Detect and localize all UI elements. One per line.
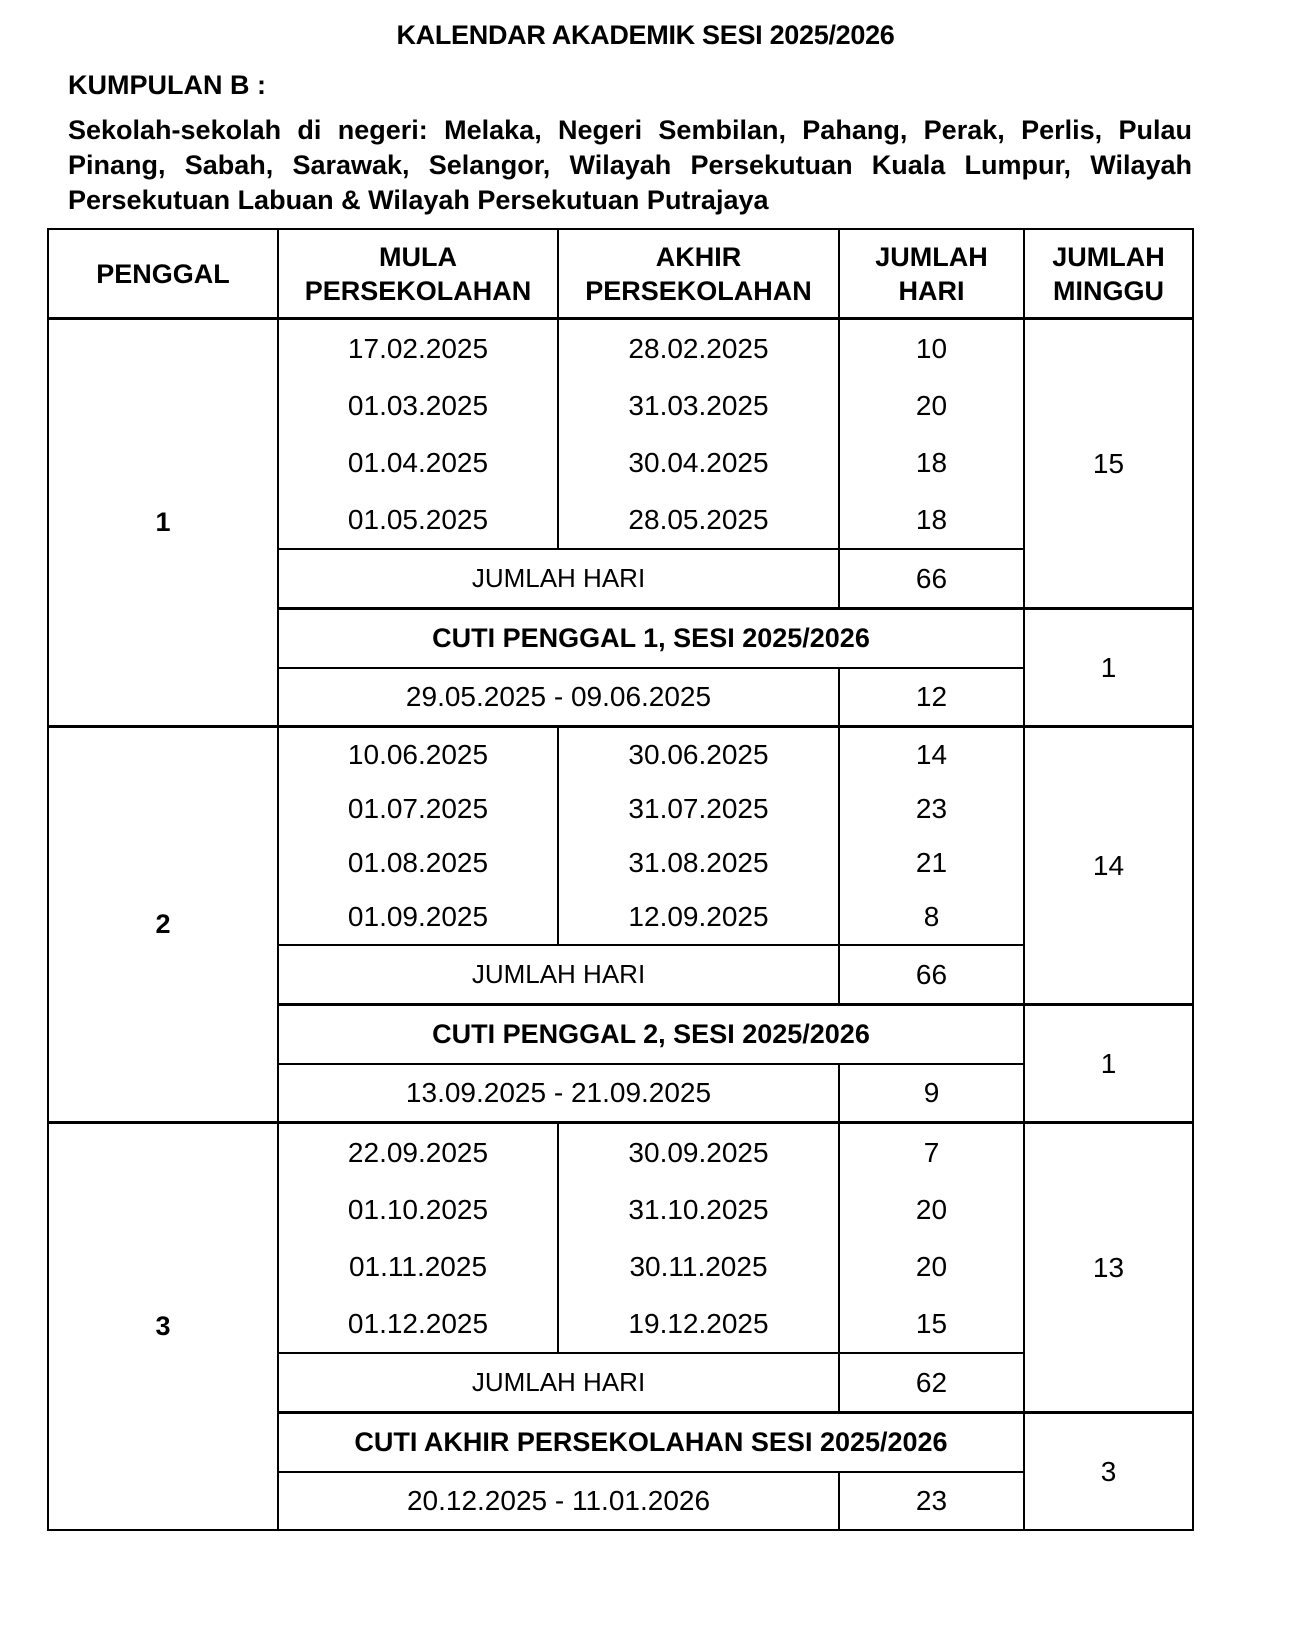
cuti-date-range: 13.09.2025 - 21.09.2025 [278,1064,839,1123]
mula-date: 17.02.2025 [278,319,558,378]
akhir-date: 30.04.2025 [558,434,839,491]
cuti-hari: 9 [839,1064,1024,1123]
table-row [48,1123,1193,1182]
header-jumlah-hari: JUMLAH HARI [839,229,1024,319]
term-3 [48,1123,1193,1531]
akhir-date: 31.03.2025 [558,377,839,434]
cuti-hari: 12 [839,668,1024,727]
penggal-number: 1 [48,319,278,727]
hari-count: 23 [839,782,1024,836]
cuti-date-range: 20.12.2025 - 11.01.2026 [278,1472,839,1530]
table-row [48,727,1193,783]
hari-count: 20 [839,1181,1024,1238]
mula-date: 01.08.2025 [278,836,558,890]
jumlah-hari-label: JUMLAH HARI [278,945,839,1005]
hari-count: 10 [839,319,1024,378]
cuti-minggu: 3 [1024,1413,1193,1531]
akhir-date: 12.09.2025 [558,890,839,945]
jumlah-hari-value: 66 [839,945,1024,1005]
header-akhir-persekolahan: AKHIR PERSEKOLAHAN [558,229,839,319]
akhir-date: 30.06.2025 [558,727,839,783]
mula-date: 01.12.2025 [278,1295,558,1353]
mula-date: 01.05.2025 [278,491,558,549]
cuti-hari: 23 [839,1472,1024,1530]
hari-count: 20 [839,377,1024,434]
mula-date: 10.06.2025 [278,727,558,783]
jumlah-hari-label: JUMLAH HARI [278,549,839,609]
group-label: KUMPULAN B : [68,70,266,100]
hari-count: 7 [839,1123,1024,1182]
header-mula-persekolahan: MULA PERSEKOLAHAN [278,229,558,319]
cuti-minggu: 1 [1024,609,1193,727]
cuti-title: CUTI AKHIR PERSEKOLAHAN SESI 2025/2026 [278,1413,1024,1473]
term-2 [48,727,1193,1123]
jumlah-hari-label: JUMLAH HARI [278,1353,839,1413]
header-jumlah-minggu: JUMLAH MINGGU [1024,229,1193,319]
jumlah-minggu: 13 [1024,1123,1193,1413]
academic-calendar-table [47,228,1194,1531]
hari-count: 21 [839,836,1024,890]
akhir-date: 31.08.2025 [558,836,839,890]
jumlah-minggu: 15 [1024,319,1193,609]
mula-date: 01.03.2025 [278,377,558,434]
table-header-row [48,229,1193,319]
hari-count: 8 [839,890,1024,945]
term-1 [48,319,1193,727]
header-penggal: PENGGAL [48,229,278,319]
penggal-number: 3 [48,1123,278,1531]
mula-date: 01.11.2025 [278,1238,558,1295]
hari-count: 15 [839,1295,1024,1353]
akhir-date: 30.09.2025 [558,1123,839,1182]
cuti-date-range: 29.05.2025 - 09.06.2025 [278,668,839,727]
jumlah-hari-value: 62 [839,1353,1024,1413]
cuti-title: CUTI PENGGAL 2, SESI 2025/2026 [278,1005,1024,1065]
akhir-date: 28.02.2025 [558,319,839,378]
document-title: KALENDAR AKADEMIK SESI 2025/2026 [396,20,895,50]
hari-count: 14 [839,727,1024,783]
mula-date: 01.07.2025 [278,782,558,836]
cuti-minggu: 1 [1024,1005,1193,1123]
mula-date: 22.09.2025 [278,1123,558,1182]
mula-date: 01.10.2025 [278,1181,558,1238]
table-row [48,319,1193,378]
cuti-title: CUTI PENGGAL 1, SESI 2025/2026 [278,609,1024,669]
hari-count: 18 [839,491,1024,549]
states-description: Sekolah-sekolah di negeri: Melaka, Negeri Sembilan, Pahang, Perak, Perlis, Pulau Pinang, Sabah, Sarawak, Selangor, Wilayah Persekutuan Kuala Lumpur, Wilayah Persekutuan Labuan & Wilayah Persekutuan Putrajaya [68,115,1192,215]
jumlah-minggu: 14 [1024,727,1193,1005]
akhir-date: 31.10.2025 [558,1181,839,1238]
hari-count: 20 [839,1238,1024,1295]
akhir-date: 28.05.2025 [558,491,839,549]
mula-date: 01.09.2025 [278,890,558,945]
penggal-number: 2 [48,727,278,1123]
mula-date: 01.04.2025 [278,434,558,491]
akhir-date: 30.11.2025 [558,1238,839,1295]
jumlah-hari-value: 66 [839,549,1024,609]
akhir-date: 31.07.2025 [558,782,839,836]
akhir-date: 19.12.2025 [558,1295,839,1353]
hari-count: 18 [839,434,1024,491]
